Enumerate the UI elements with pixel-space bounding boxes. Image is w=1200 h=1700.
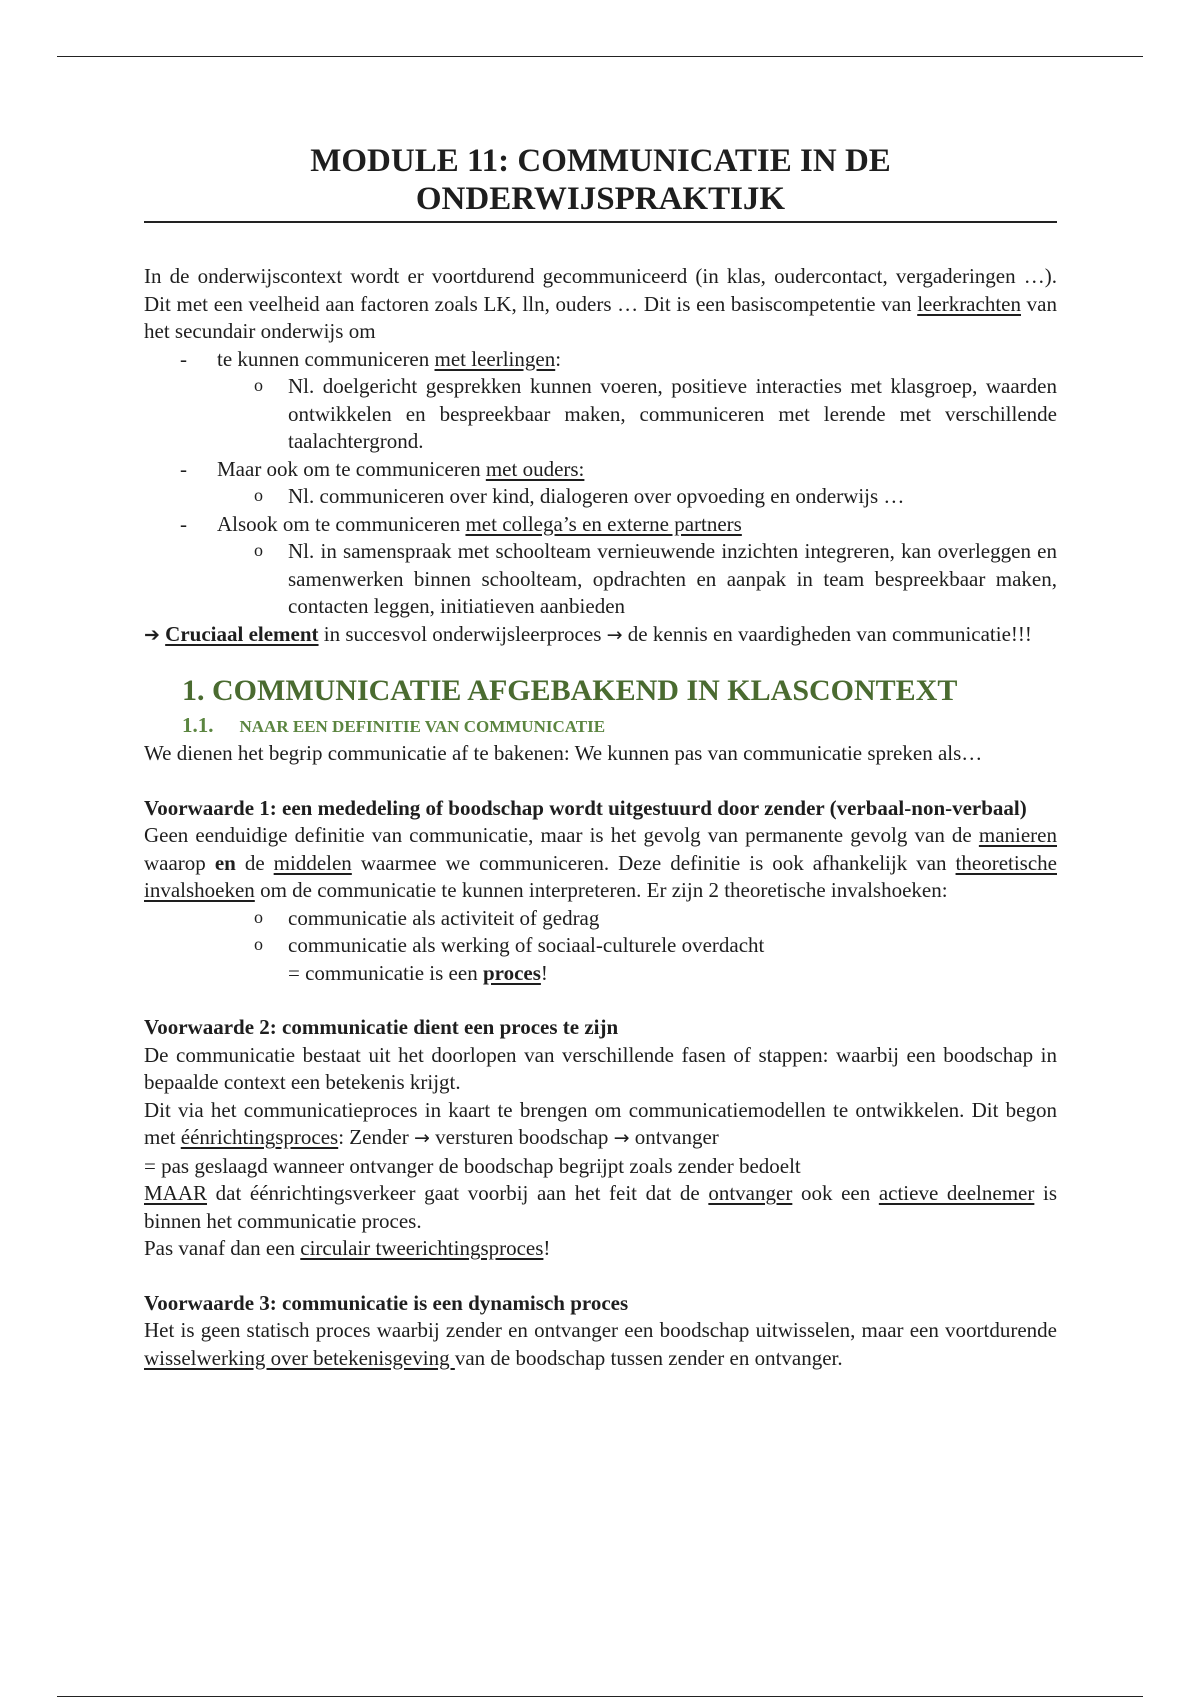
condition-2-text: = pas geslaagd wanneer ontvanger de boodschap begrijpt zoals zender bedoelt (144, 1153, 801, 1178)
arrow-right-icon: → (414, 1127, 430, 1149)
list-item: o communicatie als werking of sociaal-culturele overdacht (144, 932, 1057, 960)
definition-intro: We dienen het begrip communicatie af te bakenen: We kunnen pas van communicatie spreken als… (144, 741, 983, 765)
competence-list (144, 346, 1057, 374)
document-page (144, 142, 1057, 1372)
competence-list (144, 456, 1057, 484)
sub-list-item: o Nl. doelgericht gesprekken kunnen voeren, positieve interacties met klasgroep, waarden ontwikkelen en bespreekbaar maken, communiceren met lerende met verschillende taalachtergrond. (144, 373, 1057, 456)
list-item: - Alsook om te communiceren met collega’s en externe partners (144, 511, 1057, 539)
condition-1-text: Geen eenduidige definitie van communicatie, maar is het gevolg van permanente gevolg van de manieren waarop en de middelen waarmee we communiceren. Deze definitie is ook afhankelijk van theoretische invalshoeken om de communicatie te kunnen interpreteren. Er zijn 2 theoretische invalshoeken: (144, 823, 1057, 902)
list-item: o communicatie als activiteit of gedrag (144, 905, 1057, 933)
condition-3-heading: Voorwaarde 3: communicatie is een dynamisch proces (144, 1290, 629, 1315)
sub-list-item: o Nl. communiceren over kind, dialogeren over opvoeding en onderwijs … (144, 483, 1057, 511)
top-rule (57, 56, 1143, 57)
title-line-2: ONDERWIJSPRAKTIJK (415, 181, 786, 217)
title-line-1: MODULE 11: COMMUNICATIE IN DE (310, 143, 891, 179)
condition-2-text: Dit via het communicatieproces in kaart te brengen om communicatiemodellen te ontwikkelen. Dit begon met éénrichtingsproces: Zender → versturen boodschap → ontvanger (144, 1097, 1057, 1149)
condition-1-heading: Voorwaarde 1: een mededeling of boodschap wordt uitgestuurd door zender (verbaal-non-verbaal) (144, 795, 1027, 820)
condition-2-text: De communicatie bestaat uit het doorlopen van verschillende fasen of stappen: waarbij een boodschap in bepaalde context een betekenis krijgt. (144, 1042, 1057, 1094)
condition-2-text: MAAR dat éénrichtingsverkeer gaat voorbij aan het feit dat de ontvanger ook een actieve deelnemer is binnen het communicatie proces. (144, 1181, 1057, 1233)
condition-2-heading: Voorwaarde 2: communicatie dient een proces te zijn (144, 1015, 619, 1039)
subsection-heading: 1.1. NAAR EEN DEFINITIE VAN COMMUNICATIE (182, 713, 606, 737)
page-title (144, 142, 1057, 223)
arrow-right-icon: ➔ (144, 623, 160, 646)
perspectives-list (144, 905, 1057, 960)
sub-list (144, 483, 1057, 511)
crucial-element-paragraph: ➔ Cruciaal element in succesvol onderwijsleerproces → de kennis en vaardigheden van communicatie!!! (144, 621, 1032, 646)
competence-list (144, 511, 1057, 539)
bottom-rule (57, 1696, 1143, 1697)
section-heading: 1. COMMUNICATIE AFGEBAKEND IN KLASCONTEXT (182, 674, 958, 707)
condition-3-text: Het is geen statisch proces waarbij zender en ontvanger een boodschap uitwisselen, maar een voortdurende wisselwerking over betekenisgeving van de boodschap tussen zender en ontvanger. (144, 1318, 1057, 1370)
list-item: - te kunnen communiceren met leerlingen: (144, 346, 1057, 374)
sub-list (144, 373, 1057, 456)
arrow-right-icon: → (606, 623, 623, 646)
sub-list-item: o Nl. in samenspraak met schoolteam vernieuwende inzichten integreren, kan overleggen en samenwerken binnen schoolteam, opdrachten en aanpak in team bespreekbaar maken, contacten leggen, initiatieven aanbieden (144, 538, 1057, 621)
sub-list (144, 538, 1057, 621)
intro-paragraph: In de onderwijscontext wordt er voortdurend gecommuniceerd (in klas, oudercontact, vergaderingen …). Dit met een veelheid aan factoren zoals LK, lln, ouders … Dit is een basiscompetentie van leerkrachten van het secundair onderwijs om (144, 264, 1057, 343)
arrow-right-icon: → (613, 1127, 630, 1149)
process-note: = communicatie is een proces! (288, 960, 548, 985)
condition-2-text: Pas vanaf dan een circulair tweerichtingsproces! (144, 1236, 551, 1260)
list-item: - Maar ook om te communiceren met ouders: (144, 456, 1057, 484)
